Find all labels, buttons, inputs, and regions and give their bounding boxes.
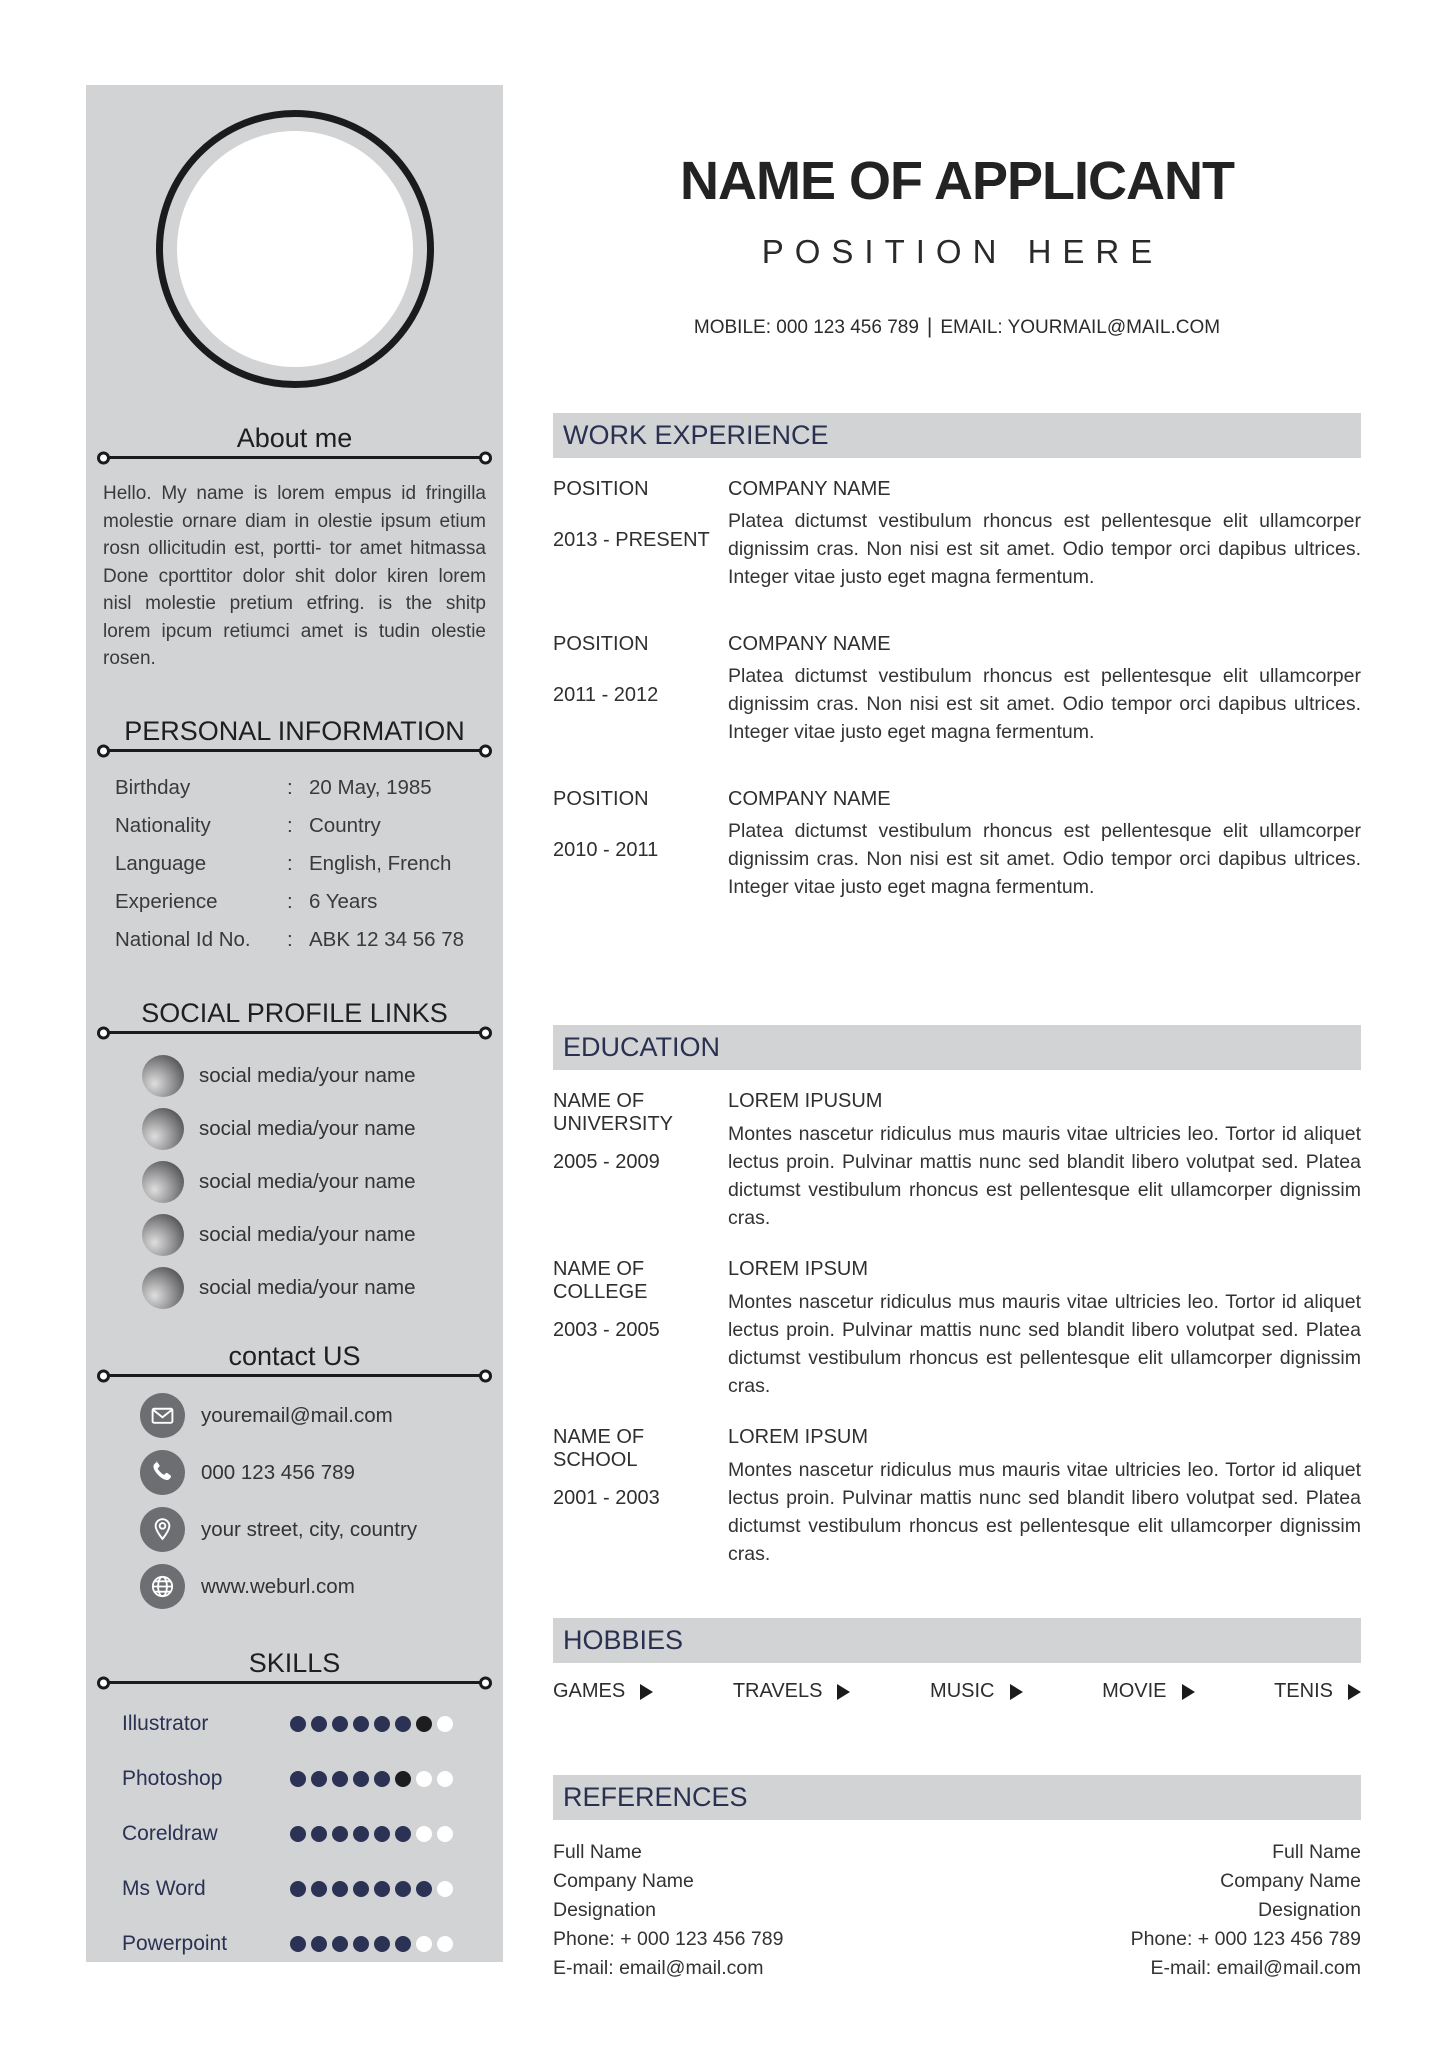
- education-header: EDUCATION: [553, 1025, 1361, 1070]
- contact-item[interactable]: [86, 1444, 503, 1501]
- skill-dot-filled: [416, 1881, 432, 1897]
- reference-name: Full Name: [553, 1841, 642, 1863]
- divider-knob: [97, 451, 110, 464]
- divider-knob: [479, 1676, 492, 1689]
- skill-dot-filled: [353, 1936, 369, 1952]
- work-experience-entry: [553, 788, 1361, 901]
- skill-level-dots: [290, 1881, 453, 1897]
- info-colon: :: [287, 890, 293, 913]
- education-description: Montes nascetur ridiculus mus mauris vitae ultricies leo. Tortor id aliquet lectus proin. Pulvinar mattis nunc sed blandit libero volutpat sed. Platea dictumst vestibulum rhoncus est pellentesque elit ullamcorper dignissim cras.: [728, 1123, 1361, 1229]
- work-experience-list: [553, 478, 1361, 943]
- contact-item[interactable]: [86, 1558, 503, 1615]
- personal-info-row: [86, 807, 503, 845]
- entry-right-column: [728, 1426, 1361, 1568]
- info-value: English, French: [309, 852, 452, 875]
- header-contact-line: [553, 315, 1361, 339]
- info-value: Country: [309, 814, 381, 837]
- contact-item[interactable]: [86, 1387, 503, 1444]
- info-value: 20 May, 1985: [309, 776, 432, 799]
- phone-icon: [140, 1450, 185, 1495]
- institution-name: NAME OF SCHOOL: [553, 1426, 645, 1471]
- skill-row: [86, 1751, 503, 1806]
- entry-left-column: [553, 1258, 728, 1400]
- section-divider: [100, 749, 489, 752]
- reference-company: Company Name: [553, 1870, 694, 1892]
- degree-name: LOREM IPUSUM: [728, 1090, 883, 1112]
- skill-row: [86, 1916, 503, 1971]
- work-experience-entry: [553, 478, 1361, 591]
- job-description: Platea dictumst vestibulum rhoncus est pellentesque elit ullamcorper dignissim cras. Non nisi est sit amet. Odio tempor orci dapibus ultrices. Integer vitae justo eget magna fermentum.: [728, 665, 1361, 743]
- social-links-title: SOCIAL PROFILE LINKS: [141, 998, 448, 1028]
- hobby-label: MOVIE: [1102, 1680, 1167, 1702]
- skill-dot-empty: [416, 1936, 432, 1952]
- skill-dot-filled: [395, 1881, 411, 1897]
- education-description: Montes nascetur ridiculus mus mauris vitae ultricies leo. Tortor id aliquet lectus proin. Pulvinar mattis nunc sed blandit libero volutpat sed. Platea dictumst vestibulum rhoncus est pellentesque elit ullamcorper dignissim cras.: [728, 1459, 1361, 1565]
- about-title: About me: [236, 423, 353, 453]
- skill-dot-empty: [416, 1826, 432, 1842]
- skill-dot-filled: [374, 1826, 390, 1842]
- skill-dot-filled: [332, 1771, 348, 1787]
- divider-knob: [479, 451, 492, 464]
- education-dates: 2003 - 2005: [553, 1319, 660, 1341]
- hobby-item: [1274, 1680, 1361, 1703]
- skill-name: Coreldraw: [122, 1821, 218, 1845]
- social-link-label: social media/your name: [199, 1169, 416, 1193]
- skill-row: [86, 1806, 503, 1861]
- entry-right-column: [728, 1090, 1361, 1232]
- education-dates: 2005 - 2009: [553, 1151, 660, 1173]
- hobby-label: GAMES: [553, 1680, 626, 1702]
- reference-phone: Phone: + 000 123 456 789: [553, 1928, 784, 1950]
- skill-level-dots: [290, 1936, 453, 1952]
- personal-info-row: [86, 845, 503, 883]
- entry-left-column: [553, 788, 728, 901]
- social-links-section: [86, 997, 503, 1314]
- info-colon: :: [287, 776, 293, 799]
- location-icon: [149, 1516, 176, 1543]
- social-link-item[interactable]: [86, 1208, 503, 1261]
- header-divider: |: [926, 315, 933, 338]
- reference-email: E-mail: email@mail.com: [553, 1957, 764, 1979]
- section-divider: [100, 1374, 489, 1377]
- section-divider: [100, 456, 489, 459]
- divider-knob: [479, 1026, 492, 1039]
- info-colon: :: [287, 928, 293, 951]
- skill-name: Illustrator: [122, 1711, 209, 1735]
- skill-level-dots: [290, 1771, 453, 1787]
- skill-dot-empty: [437, 1936, 453, 1952]
- social-link-item[interactable]: [86, 1155, 503, 1208]
- hobby-item: [1102, 1680, 1194, 1703]
- employment-dates: 2011 - 2012: [553, 684, 659, 706]
- header-mobile: MOBILE: 000 123 456 789: [693, 317, 919, 338]
- reference-designation: Designation: [553, 1899, 656, 1921]
- applicant-name: NAME OF APPLICANT: [680, 151, 1234, 211]
- contact-value: 000 123 456 789: [201, 1460, 355, 1484]
- skill-level-dots: [290, 1826, 453, 1842]
- reference-entry: [1131, 1838, 1361, 1983]
- employment-dates: 2013 - PRESENT: [553, 529, 710, 551]
- phone-icon: [149, 1459, 176, 1486]
- arrow-right-icon: [640, 1684, 653, 1700]
- education-list: [553, 1090, 1361, 1594]
- institution-name: NAME OF COLLEGE: [553, 1258, 648, 1303]
- education-entry: [553, 1258, 1361, 1400]
- skill-dot-filled: [395, 1716, 411, 1732]
- social-link-label: social media/your name: [199, 1063, 416, 1087]
- info-colon: :: [287, 852, 293, 875]
- skill-dot-empty: [437, 1826, 453, 1842]
- divider-knob: [97, 744, 110, 757]
- social-link-item[interactable]: [86, 1049, 503, 1102]
- skill-dot-filled: [395, 1826, 411, 1842]
- entry-left-column: [553, 1426, 728, 1568]
- arrow-right-icon: [837, 1684, 850, 1700]
- company-name: COMPANY NAME: [728, 478, 891, 500]
- social-link-label: social media/your name: [199, 1275, 416, 1299]
- work-experience-header: WORK EXPERIENCE: [553, 413, 1361, 458]
- skill-dot-empty: [416, 1771, 432, 1787]
- personal-info-section: [86, 715, 503, 959]
- reference-email: E-mail: email@mail.com: [1150, 1957, 1361, 1979]
- reference-designation: Designation: [1258, 1899, 1361, 1921]
- social-media-icon: [142, 1161, 184, 1203]
- hobby-item: [553, 1680, 653, 1703]
- contact-list: [86, 1387, 503, 1615]
- institution-name: NAME OF UNIVERSITY: [553, 1090, 674, 1135]
- position-label: POSITION: [553, 633, 649, 655]
- info-label: Nationality: [115, 814, 211, 837]
- references-list: [553, 1838, 1361, 1983]
- contact-section: [86, 1340, 503, 1615]
- info-value: 6 Years: [309, 890, 378, 913]
- skill-dot-filled: [332, 1826, 348, 1842]
- header-email: EMAIL: YOURMAIL@MAIL.COM: [940, 317, 1221, 338]
- skill-level-dots: [290, 1716, 453, 1732]
- info-label: Experience: [115, 890, 218, 913]
- skill-dot-filled: [353, 1716, 369, 1732]
- skill-name: Ms Word: [122, 1876, 206, 1900]
- skill-dot-filled: [332, 1936, 348, 1952]
- social-link-item[interactable]: [86, 1102, 503, 1155]
- references-header: REFERENCES: [553, 1775, 1361, 1820]
- skill-dot-filled: [353, 1771, 369, 1787]
- personal-info-title: PERSONAL INFORMATION: [124, 716, 465, 746]
- skill-dot-filled: [311, 1826, 327, 1842]
- section-divider: [100, 1681, 489, 1684]
- employment-dates: 2010 - 2011: [553, 839, 659, 861]
- main-column: [553, 0, 1361, 2048]
- profile-photo-placeholder: [177, 131, 413, 367]
- position-label: POSITION: [553, 788, 649, 810]
- degree-name: LOREM IPSUM: [728, 1426, 869, 1448]
- info-colon: :: [287, 814, 293, 837]
- skill-dot-empty: [437, 1881, 453, 1897]
- info-label: Birthday: [115, 776, 191, 799]
- divider-knob: [97, 1369, 110, 1382]
- skills-list: [86, 1696, 503, 1971]
- globe-icon: [140, 1564, 185, 1609]
- entry-right-column: [728, 633, 1361, 746]
- skill-dot-filled: [311, 1771, 327, 1787]
- globe-icon: [149, 1573, 176, 1600]
- hobby-item: [930, 1680, 1022, 1703]
- job-description: Platea dictumst vestibulum rhoncus est pellentesque elit ullamcorper dignissim cras. Non nisi est sit amet. Odio tempor orci dapibus ultrices. Integer vitae justo eget magna fermentum.: [728, 510, 1361, 588]
- degree-name: LOREM IPSUM: [728, 1258, 869, 1280]
- skills-title: SKILLS: [248, 1648, 341, 1678]
- personal-info-row: [86, 769, 503, 807]
- social-media-icon: [142, 1055, 184, 1097]
- skill-row: [86, 1696, 503, 1751]
- education-entry: [553, 1090, 1361, 1232]
- personal-info-row: [86, 883, 503, 921]
- skill-dot-filled: [290, 1826, 306, 1842]
- hobby-label: MUSIC: [930, 1680, 995, 1702]
- entry-right-column: [728, 1258, 1361, 1400]
- info-value: ABK 12 34 56 78: [309, 928, 465, 951]
- skill-dot-filled: [374, 1881, 390, 1897]
- personal-info-row: [86, 921, 503, 959]
- hobbies-header: HOBBIES: [553, 1618, 1361, 1663]
- about-section: [86, 422, 503, 673]
- social-link-label: social media/your name: [199, 1222, 416, 1246]
- divider-knob: [97, 1676, 110, 1689]
- hobby-label: TENIS: [1274, 1680, 1333, 1702]
- skill-dot-filled: [374, 1936, 390, 1952]
- contact-value: www.weburl.com: [201, 1574, 355, 1598]
- skill-dot-filled: [311, 1716, 327, 1732]
- skill-name: Photoshop: [122, 1766, 223, 1790]
- reference-name: Full Name: [1272, 1841, 1361, 1863]
- skill-dot-filled: [290, 1936, 306, 1952]
- contact-item[interactable]: [86, 1501, 503, 1558]
- email-icon: [149, 1402, 176, 1429]
- skill-dot-filled: [290, 1771, 306, 1787]
- entry-left-column: [553, 1090, 728, 1232]
- reference-phone: Phone: + 000 123 456 789: [1130, 1928, 1361, 1950]
- skill-dot-filled: [374, 1716, 390, 1732]
- arrow-right-icon: [1182, 1684, 1195, 1700]
- entry-right-column: [728, 478, 1361, 591]
- work-experience-entry: [553, 633, 1361, 746]
- social-link-label: social media/your name: [199, 1116, 416, 1140]
- skill-name: Powerpoint: [122, 1931, 228, 1955]
- divider-knob: [479, 1369, 492, 1382]
- sidebar: [86, 85, 503, 1962]
- social-media-icon: [142, 1214, 184, 1256]
- education-description: Montes nascetur ridiculus mus mauris vitae ultricies leo. Tortor id aliquet lectus proin. Pulvinar mattis nunc sed blandit libero volutpat sed. Platea dictumst vestibulum rhoncus est pellentesque elit ullamcorper dignissim cras.: [728, 1291, 1361, 1397]
- contact-title: contact US: [228, 1341, 361, 1371]
- entry-left-column: [553, 478, 728, 591]
- reference-company: Company Name: [1220, 1870, 1361, 1892]
- arrow-right-icon: [1010, 1684, 1023, 1700]
- section-divider: [100, 1031, 489, 1034]
- skill-dot-filled: [332, 1881, 348, 1897]
- reference-entry: [553, 1838, 783, 1983]
- skill-dot-empty: [437, 1771, 453, 1787]
- education-dates: 2001 - 2003: [553, 1487, 660, 1509]
- skill-dot-filled: [374, 1771, 390, 1787]
- hobby-label: TRAVELS: [732, 1680, 823, 1702]
- social-media-icon: [142, 1108, 184, 1150]
- divider-knob: [479, 744, 492, 757]
- company-name: COMPANY NAME: [728, 788, 891, 810]
- skill-dot-filled: [353, 1881, 369, 1897]
- skill-dot-filled: [311, 1936, 327, 1952]
- education-entry: [553, 1426, 1361, 1568]
- skill-dot-filled: [416, 1716, 432, 1732]
- social-media-icon: [142, 1267, 184, 1309]
- skills-section: [86, 1647, 503, 1971]
- entry-left-column: [553, 633, 728, 746]
- contact-value: youremail@mail.com: [201, 1403, 393, 1427]
- personal-info-rows: [86, 769, 503, 959]
- contact-value: your street, city, country: [201, 1517, 418, 1541]
- divider-knob: [97, 1026, 110, 1039]
- info-label: Language: [115, 852, 207, 875]
- position-label: POSITION: [553, 478, 649, 500]
- skill-dot-filled: [395, 1771, 411, 1787]
- entry-right-column: [728, 788, 1361, 901]
- applicant-position: POSITION HERE: [761, 233, 1164, 270]
- skill-dot-empty: [437, 1716, 453, 1732]
- info-label: National Id No.: [115, 928, 251, 951]
- company-name: COMPANY NAME: [728, 633, 891, 655]
- skill-dot-filled: [395, 1936, 411, 1952]
- hobby-item: [733, 1680, 851, 1703]
- skill-row: [86, 1861, 503, 1916]
- skill-dot-filled: [290, 1716, 306, 1732]
- arrow-right-icon: [1348, 1684, 1361, 1700]
- skill-dot-filled: [332, 1716, 348, 1732]
- email-icon: [140, 1393, 185, 1438]
- profile-photo-frame: [156, 110, 434, 388]
- social-links-list: [86, 1049, 503, 1314]
- job-description: Platea dictumst vestibulum rhoncus est pellentesque elit ullamcorper dignissim cras. Non nisi est sit amet. Odio tempor orci dapibus ultrices. Integer vitae justo eget magna fermentum.: [728, 820, 1361, 898]
- about-text: Hello. My name is lorem empus id fringilla molestie ornare diam in olestie ipsum etium rosn ollicitudin est, portti- tor amet hitmassa Done cporttitor dolor shit dolor kiren lorem nisl molestie pretium etfring. is the shitp lorem ipcum retiumci amet is tudin olestie rosen.: [103, 483, 486, 669]
- hobbies-list: [553, 1680, 1361, 1703]
- skill-dot-filled: [311, 1881, 327, 1897]
- skill-dot-filled: [290, 1881, 306, 1897]
- skill-dot-filled: [353, 1826, 369, 1842]
- social-link-item[interactable]: [86, 1261, 503, 1314]
- location-icon: [140, 1507, 185, 1552]
